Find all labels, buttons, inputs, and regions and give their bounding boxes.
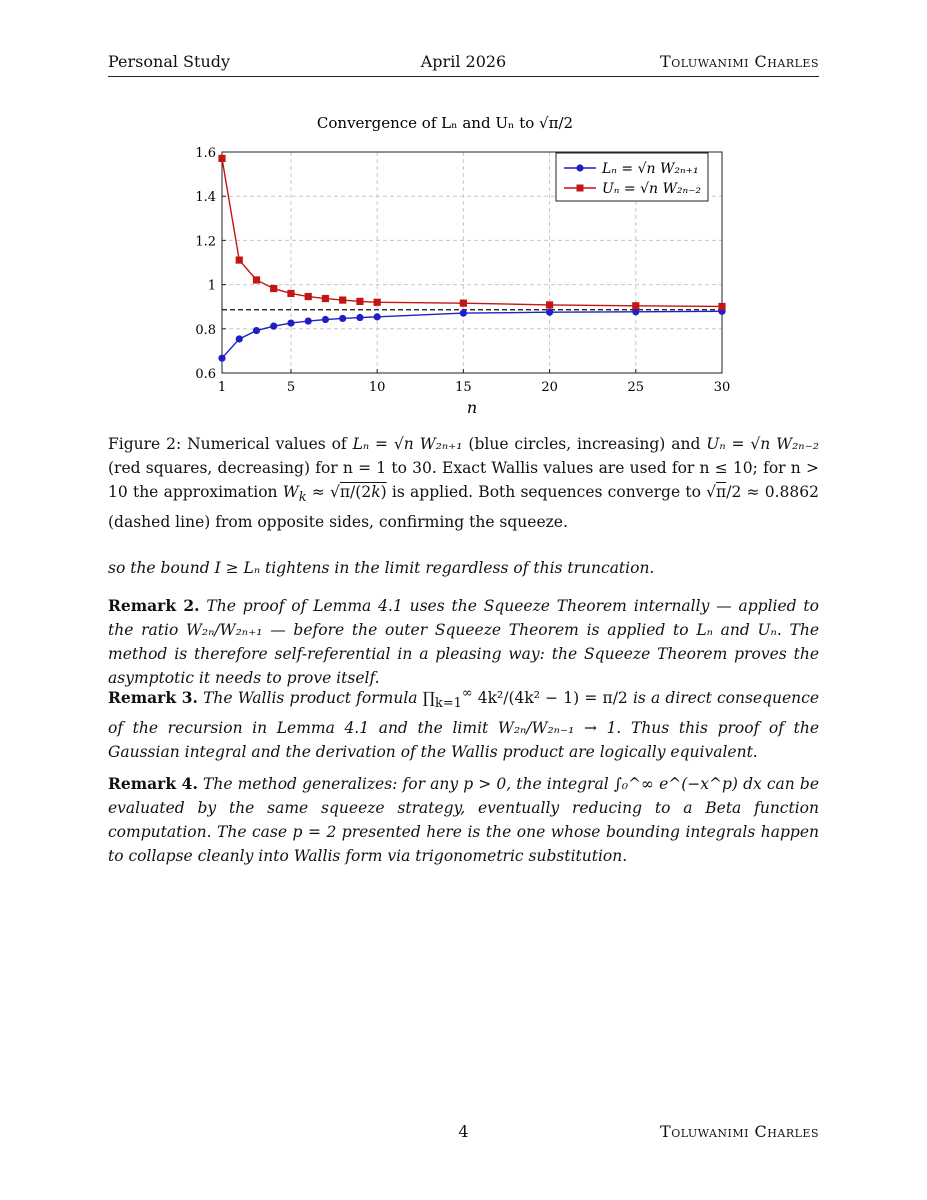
legend-marker-l: [576, 164, 583, 171]
data-point-u: [305, 293, 312, 300]
header-rule: [108, 76, 819, 77]
page-number: 4: [458, 1122, 469, 1141]
page-footer: [108, 1122, 819, 1144]
header-left: Personal Study: [108, 52, 231, 71]
remark-3-label: Remark 3.: [108, 688, 198, 708]
caption-part-8: the approximation: [127, 483, 283, 501]
data-point-u: [322, 295, 329, 302]
y-tick-label: 1.2: [195, 234, 216, 250]
caption-approx: $W_k \approx √\pi/(2k)$: [282, 483, 387, 506]
remark-2: [108, 594, 819, 690]
data-point-u: [374, 299, 381, 306]
data-point-l: [322, 316, 329, 323]
data-point-l: [218, 355, 225, 362]
convergence-chart: [150, 108, 770, 423]
data-point-l: [236, 335, 243, 342]
data-point-u: [253, 276, 260, 283]
data-point-l: [270, 323, 277, 330]
data-point-u: [546, 301, 553, 308]
caption-limit: √π/2: [706, 483, 742, 501]
caption-series-l: Lₙ = √n W₂ₙ₊₁: [352, 435, 463, 453]
data-point-l: [546, 309, 553, 316]
data-point-l: [374, 313, 381, 320]
remark-3-text-a: The Wallis product formula ∏: [197, 689, 436, 708]
continuation-sentence: so the bound I ≥ Lₙ tightens in the limit regardless of this truncation.: [108, 559, 655, 577]
data-point-u: [718, 303, 725, 310]
wallis-formula: $_{k=1}$∞ 4k²/(4k² − 1) = π/2: [435, 686, 628, 712]
y-tick-label: 0.6: [195, 367, 216, 382]
data-point-l: [356, 314, 363, 321]
caption-part-2: (blue circles, increasing) and: [462, 435, 707, 453]
data-point-u: [236, 256, 243, 263]
x-tick-label: 10: [368, 380, 386, 395]
data-point-u: [218, 155, 225, 162]
caption-part-3: (red squares, decreasing) for: [108, 459, 343, 477]
x-tick-label: 30: [713, 380, 731, 395]
data-point-u: [460, 300, 467, 307]
legend-label-u: Uₙ = √n W₂ₙ₋₂: [602, 181, 702, 197]
y-tick-label: 1.4: [195, 190, 216, 206]
x-tick-label: 15: [455, 380, 472, 395]
footer-author: Toluwanimi Charles: [660, 1122, 819, 1141]
data-point-l: [339, 315, 346, 322]
x-tick-label: 1: [217, 380, 227, 395]
caption-part-4: n = 1 to 30. Exact Wallis values are used for: [342, 459, 700, 477]
remark-2-text: The proof of Lemma 4.1 uses the Squeeze Theorem internally — applied to the ratio W₂ₙ/W₂ₙ₊₁ — before the outer Squeeze Theorem is applied to Lₙ and Uₙ. The method is therefore self-referential in a pleasing way: the Squeeze Theorem proves the asymptotic it needs to prove itself.: [108, 597, 819, 687]
x-tick-label: 20: [541, 380, 558, 395]
data-point-u: [339, 296, 346, 303]
y-tick-label: 0.8: [195, 322, 216, 338]
header-right: Toluwanimi Charles: [660, 52, 819, 71]
data-point-u: [632, 302, 639, 309]
caption-part-9: is applied. Both sequences converge to: [391, 483, 707, 501]
legend-label-l: Lₙ = √n W₂ₙ₊₁: [602, 161, 699, 177]
chart-legend: [556, 153, 708, 201]
remark-3-text-b: is a direct consequence of the recursion in Lemma 4.1 and the limit W₂ₙ/W₂ₙ₋₁ → 1. Thus this proof of the Gaussian integral and the derivation of the Wallis product are logically equivalent.: [108, 689, 819, 762]
remark-4-label: Remark 4.: [108, 774, 198, 793]
caption-part-6: ; for: [752, 459, 791, 477]
caption-part-7: n > 10: [108, 459, 819, 501]
figure-caption: [108, 432, 819, 534]
x-axis-label: n: [466, 398, 478, 417]
remark-3: [108, 682, 819, 764]
remark-4: [108, 772, 819, 868]
data-point-l: [287, 319, 294, 326]
caption-part-1: Figure 2: Numerical values of: [108, 435, 353, 453]
data-point-l: [305, 317, 312, 324]
legend-marker-u: [577, 185, 584, 192]
caption-part-10: ≈ 0.8862 (dashed line) from opposite sides, confirming the squeeze.: [108, 483, 819, 532]
data-point-l: [253, 327, 260, 334]
series-line-0: [222, 311, 722, 358]
data-point-u: [356, 298, 363, 305]
data-point-l: [460, 310, 467, 317]
remark-2-label: Remark 2.: [108, 596, 200, 615]
caption-series-u: Uₙ = √n W₂ₙ₋₂: [706, 435, 819, 453]
x-tick-label: 5: [286, 380, 296, 395]
y-tick-label: 1.6: [195, 146, 216, 161]
caption-part-5: n ≤ 10: [699, 459, 753, 477]
data-point-u: [287, 290, 294, 297]
y-tick-label: 1: [207, 278, 216, 294]
page-header: [108, 52, 819, 76]
header-center: April 2026: [420, 52, 507, 71]
x-tick-label: 25: [627, 380, 645, 395]
data-point-u: [270, 285, 277, 292]
remark-4-text: The method generalizes: for any p > 0, the integral ∫₀^∞ e^(−x^p) dx can be evaluated by the same squeeze strategy, eventually reducing to a Beta function computation. The case p = 2 presented here is the one whose bounding integrals happen to collapse cleanly into Wallis form via trigonometric substitution.: [108, 775, 819, 865]
chart-title: Convergence of Lₙ and Uₙ to √π/2: [316, 114, 574, 132]
